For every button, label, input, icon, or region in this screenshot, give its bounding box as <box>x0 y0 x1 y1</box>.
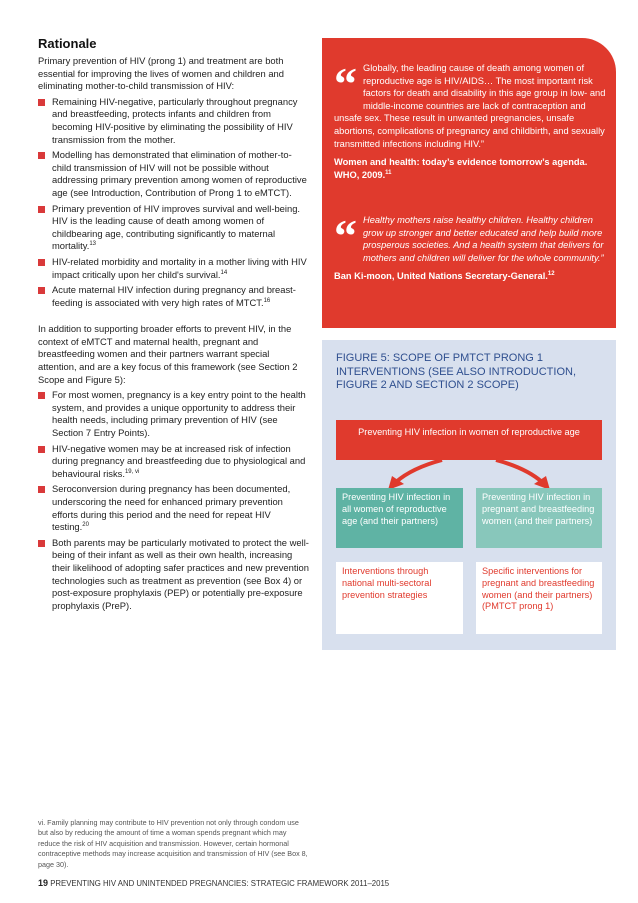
bullet-square-icon <box>38 446 45 453</box>
arrow-left-icon <box>396 460 442 482</box>
list-item: Modelling has demonstrated that elimination of mother-to-child transmission of HIV will not be possible without addressing primary prevention among women of reproductive age (see Introduction, Contribution of Prong 1 to eMTCT). <box>38 149 310 199</box>
box-specific-interventions: Specific interventions for pregnant and breastfeeding women (and their partners) (PMTCT prong 1) <box>476 562 602 634</box>
list-item: Seroconversion during pregnancy has been documented, underscoring the need for enhanced primary prevention efforts during this period and the need for repeat HIV testing.$^{20}$ <box>38 483 310 533</box>
figure-title: FIGURE 5: SCOPE OF PMTCT PRONG 1 INTERVENTIONS (SEE ALSO INTRODUCTION, FIGURE 2 AND SECTION 2 SCOPE) <box>336 352 576 391</box>
quote-attribution: Women and health: today’s evidence tomorrow’s agenda. WHO, 2009.11 <box>334 157 588 180</box>
key-focus-list <box>38 389 310 612</box>
page-footer <box>38 878 389 888</box>
list-item: Both parents may be particularly motivated to protect the well-being of their infant as well as their own health, increasing their likelihood of adopting safer practices and new prevention technologies such as treatment as prevention (see Box 4) or post-exposure prophylaxis (PEP) or potentially pre-exposure prophylaxis (PreP). <box>38 537 310 613</box>
footnote-ref: 16 <box>263 297 271 304</box>
footnote-ref: 13 <box>89 241 97 248</box>
bullet-square-icon <box>38 540 45 547</box>
quote-text: Globally, the leading cause of death among women of reproductive age is HIV/AIDS… The most important risk factors for death and disability in this age group in low- and middle-income countries are lack of contraception and unsafe sex. These result in unwanted pregnancies, unsafe abortions, complications of pregnancy and childbirth, and sexually transmitted infections including HIV.” <box>334 63 606 149</box>
list-item: Remaining HIV-negative, particularly throughout pregnancy and breastfeeding, protects infants and children from becoming HIV-positive by eliminating the possibility of HIV transmission from the mother. <box>38 96 310 146</box>
rationale-list <box>38 96 310 310</box>
quote-mark-icon: “ <box>334 58 357 109</box>
quote-text: Healthy mothers raise healthy children. Healthy children grow up stronger and better educated and help build more prosperous societies. And a health system that delivers for mothers and children will deliver for the whole community.” <box>363 215 604 263</box>
footnote-ref: 11 <box>385 169 392 176</box>
box-all-women: Preventing HIV infection in all women of reproductive age (and their partners) <box>336 488 463 548</box>
footnote-ref: 12 <box>547 271 555 278</box>
list-item: For most women, pregnancy is a key entry point to the health system, and provides a unique opportunity to address their health needs, including primary prevention of HIV (see Section 7 Entry Points). <box>38 389 310 439</box>
footnote: vi. Family planning may contribute to HIV prevention not only through condom use but also by reducing the amount of time a woman spends pregnant which may reduce the risk of HIV acquisition and transmission. However, certain hormonal contraceptive methods may increase acquisition and transmission of HIV (see Box 8, page 30). <box>38 818 308 869</box>
box-pregnant-breastfeeding: Preventing HIV infection in pregnant and breastfeeding women (and their partners) <box>476 488 602 548</box>
rationale-intro: Primary prevention of HIV (prong 1) and treatment are both essential for improving the lives of women and children and eliminating mother-to-child transmission of HIV: <box>38 55 284 92</box>
footer-title: PREVENTING HIV AND UNINTENDED PREGNANCIES: STRATEGIC FRAMEWORK 2011–2015 <box>50 879 390 888</box>
bullet-square-icon <box>38 392 45 399</box>
footnote-ref: 14 <box>220 269 228 276</box>
list-item: HIV-negative women may be at increased risk of infection during pregnancy and breastfeeding due to physiological and behavioural risks.$^{19, vi}$ <box>38 443 310 481</box>
rationale-heading: Rationale <box>38 36 97 51</box>
quote-attribution: Ban Ki-moon, United Nations Secretary-General.$^{12}$ <box>334 271 555 282</box>
bullet-square-icon <box>38 206 45 213</box>
ban-ki-moon-quote <box>334 210 606 283</box>
box-prevent-hiv-women: Preventing HIV infection in women of reproductive age <box>336 420 602 460</box>
list-item: HIV-related morbidity and mortality in a mother living with HIV impact critically upon her child's survival.$^{14}$ <box>38 256 310 281</box>
page-number: 19 <box>38 878 49 888</box>
list-item: Acute maternal HIV infection during pregnancy and breast-feeding is associated with very high rates of MTCT.$^{16}$ <box>38 284 310 309</box>
figure-5-panel <box>322 340 616 650</box>
rationale-column <box>38 36 310 615</box>
footnote-ref: 19, vi <box>124 468 140 475</box>
bullet-square-icon <box>38 152 45 159</box>
who-quote <box>334 58 606 181</box>
quote-mark-icon: “ <box>334 210 357 261</box>
bullet-square-icon <box>38 287 45 294</box>
footnote-ref: 20 <box>82 522 89 529</box>
bullet-square-icon <box>38 486 45 493</box>
key-focus-intro: In addition to supporting broader efforts to prevent HIV, in the context of eMTCT and maternal health, pregnant and breastfeeding women and their partners warrant special attention, and are a key focus of this framework (see Section 2 Scope and Figure 5): <box>38 323 298 385</box>
quote-panel <box>322 38 616 328</box>
list-item: Primary prevention of HIV improves survival and well-being. HIV is the leading cause of death among women of childbearing age, contributing significantly to maternal mortality.$^{13}$ <box>38 203 310 253</box>
key-focus-section <box>38 323 310 612</box>
bullet-square-icon <box>38 259 45 266</box>
box-national-strategies: Interventions through national multi-sectoral prevention strategies <box>336 562 463 634</box>
arrow-right-icon <box>496 460 542 482</box>
bullet-square-icon <box>38 99 45 106</box>
